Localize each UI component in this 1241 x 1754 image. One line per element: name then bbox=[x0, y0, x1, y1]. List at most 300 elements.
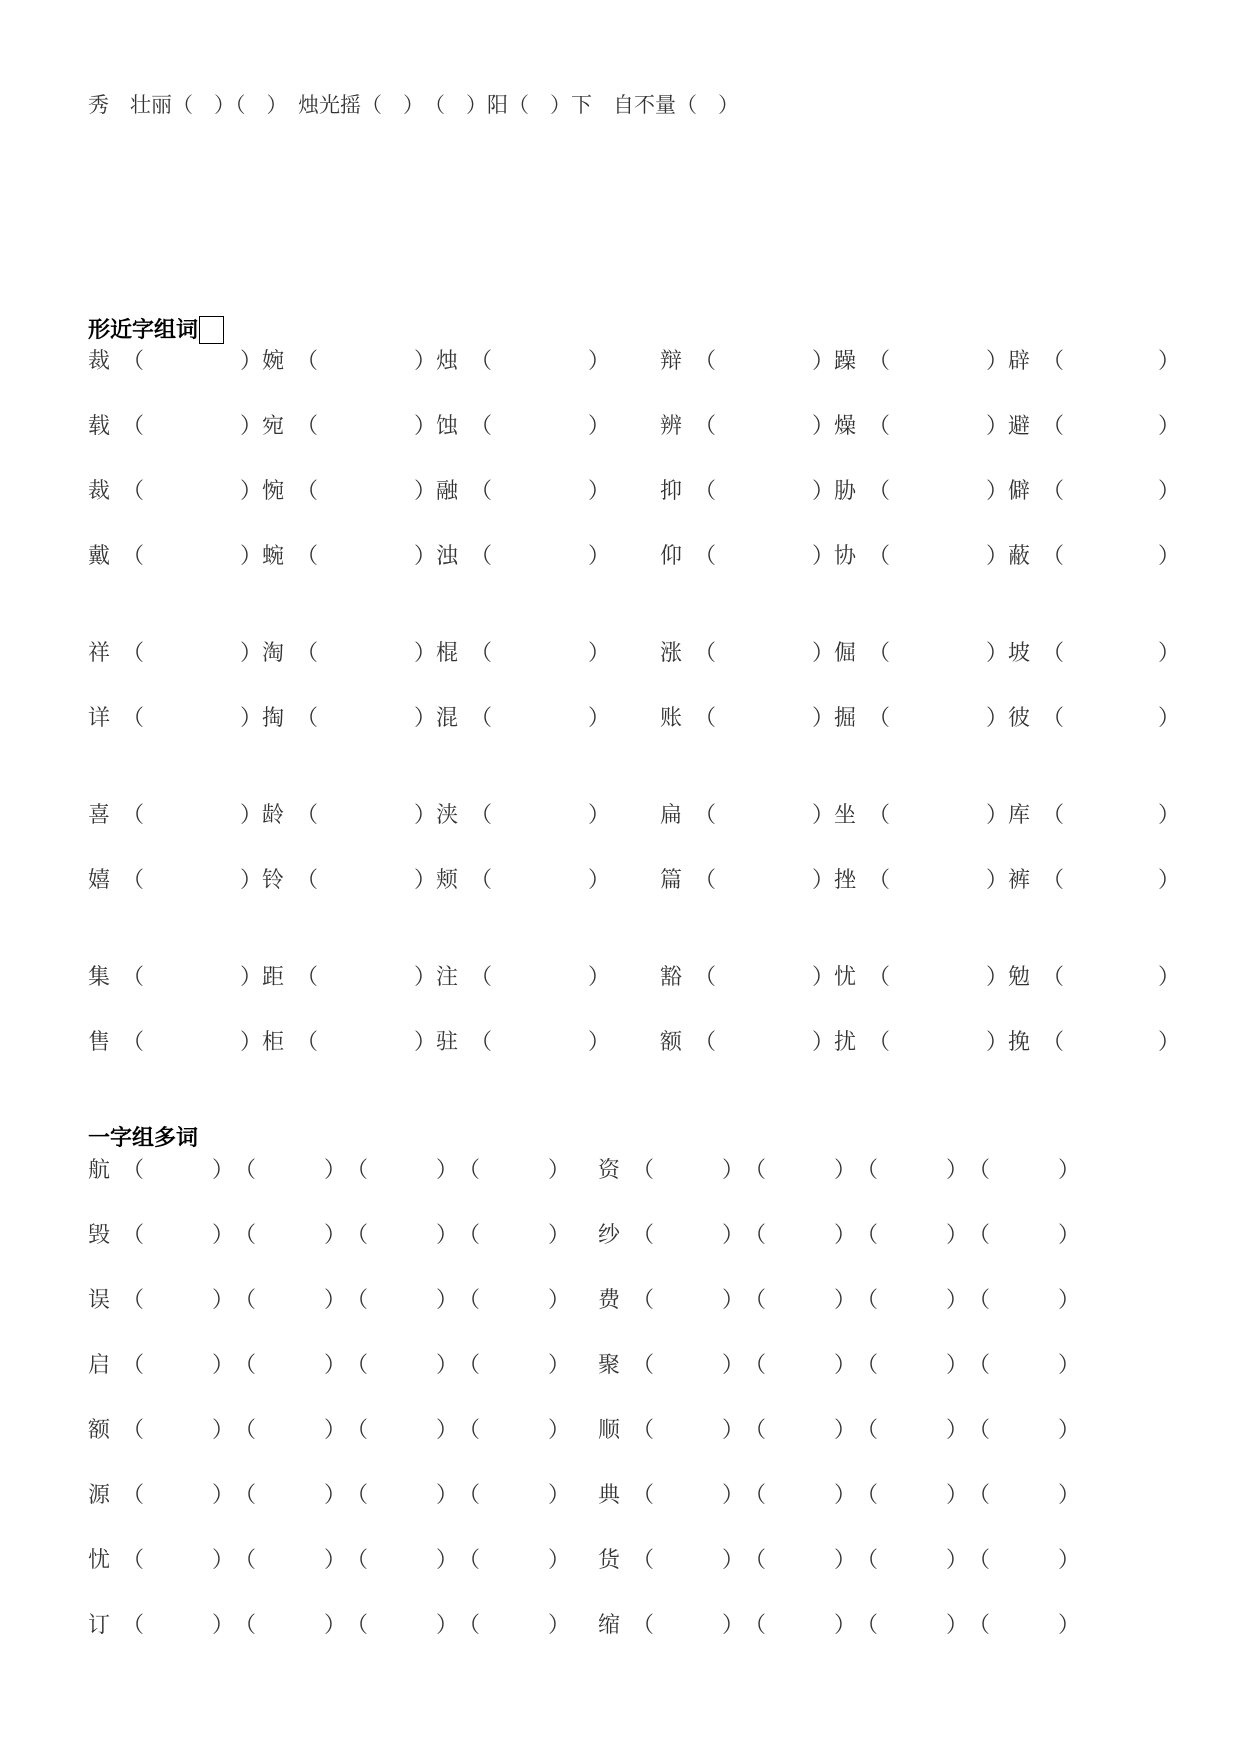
close-paren: ） bbox=[812, 1030, 835, 1055]
close-paren: ） bbox=[588, 803, 611, 828]
similar-char: 倔 bbox=[834, 641, 857, 666]
open-paren: （ bbox=[234, 1353, 257, 1378]
similar-char: 挽 bbox=[1008, 1030, 1031, 1055]
close-paren: ） bbox=[436, 1288, 459, 1313]
open-paren: （ bbox=[470, 544, 493, 569]
close-paren: ） bbox=[548, 1158, 571, 1183]
similar-char: 浃 bbox=[436, 803, 459, 828]
open-paren: （ bbox=[856, 1483, 879, 1508]
similar-char: 颊 bbox=[436, 868, 459, 893]
multi-char: 航 bbox=[88, 1158, 111, 1183]
open-paren: （ bbox=[122, 1483, 145, 1508]
close-paren: ） bbox=[834, 1158, 857, 1183]
close-paren: ） bbox=[414, 965, 437, 990]
close-paren: ） bbox=[722, 1613, 745, 1638]
open-paren: （ bbox=[296, 803, 319, 828]
close-paren: ） bbox=[946, 1548, 969, 1573]
open-paren: （ bbox=[1042, 544, 1065, 569]
similar-char: 浊 bbox=[436, 544, 459, 569]
open-paren: （ bbox=[122, 965, 145, 990]
close-paren: ） bbox=[1158, 803, 1181, 828]
open-paren: （ bbox=[744, 1158, 767, 1183]
multi-char: 顺 bbox=[598, 1418, 621, 1443]
multi-char: 纱 bbox=[598, 1223, 621, 1248]
close-paren: ） bbox=[436, 1223, 459, 1248]
similar-char: 勉 bbox=[1008, 965, 1031, 990]
close-paren: ） bbox=[548, 1223, 571, 1248]
similar-char: 棍 bbox=[436, 641, 459, 666]
open-paren: （ bbox=[868, 706, 891, 731]
open-paren: （ bbox=[856, 1548, 879, 1573]
similar-char: 惋 bbox=[262, 479, 285, 504]
close-paren: ） bbox=[588, 349, 611, 374]
similar-char: 坡 bbox=[1008, 641, 1031, 666]
similar-char: 账 bbox=[660, 706, 683, 731]
section-heading-similar-chars-text: 形近字组词 bbox=[88, 318, 199, 343]
similar-char: 载 bbox=[88, 414, 111, 439]
close-paren: ） bbox=[436, 1353, 459, 1378]
open-paren: （ bbox=[470, 1030, 493, 1055]
multi-char: 启 bbox=[88, 1353, 111, 1378]
close-paren: ） bbox=[1158, 868, 1181, 893]
open-paren: （ bbox=[856, 1158, 879, 1183]
close-paren: ） bbox=[436, 1483, 459, 1508]
similar-char: 涨 bbox=[660, 641, 683, 666]
close-paren: ） bbox=[436, 1418, 459, 1443]
close-paren: ） bbox=[722, 1353, 745, 1378]
close-paren: ） bbox=[812, 868, 835, 893]
multi-char: 缩 bbox=[598, 1613, 621, 1638]
open-paren: （ bbox=[868, 479, 891, 504]
open-paren: （ bbox=[968, 1353, 991, 1378]
close-paren: ） bbox=[414, 414, 437, 439]
close-paren: ） bbox=[722, 1483, 745, 1508]
close-paren: ） bbox=[588, 414, 611, 439]
open-paren: （ bbox=[1042, 349, 1065, 374]
close-paren: ） bbox=[1158, 641, 1181, 666]
similar-char: 掏 bbox=[262, 706, 285, 731]
open-paren: （ bbox=[234, 1613, 257, 1638]
close-paren: ） bbox=[324, 1548, 347, 1573]
open-paren: （ bbox=[632, 1223, 655, 1248]
close-paren: ） bbox=[1058, 1223, 1081, 1248]
close-paren: ） bbox=[212, 1288, 235, 1313]
open-paren: （ bbox=[346, 1223, 369, 1248]
similar-char: 辟 bbox=[1008, 349, 1031, 374]
open-paren: （ bbox=[1042, 803, 1065, 828]
similar-char: 裁 bbox=[88, 349, 111, 374]
similar-char: 僻 bbox=[1008, 479, 1031, 504]
open-paren: （ bbox=[234, 1223, 257, 1248]
open-paren: （ bbox=[234, 1288, 257, 1313]
open-paren: （ bbox=[694, 544, 717, 569]
open-paren: （ bbox=[470, 641, 493, 666]
open-paren: （ bbox=[346, 1418, 369, 1443]
close-paren: ） bbox=[1058, 1548, 1081, 1573]
close-paren: ） bbox=[240, 414, 263, 439]
open-paren: （ bbox=[296, 965, 319, 990]
open-paren: （ bbox=[856, 1613, 879, 1638]
open-paren: （ bbox=[632, 1548, 655, 1573]
multi-char: 订 bbox=[88, 1613, 111, 1638]
open-paren: （ bbox=[694, 349, 717, 374]
close-paren: ） bbox=[588, 544, 611, 569]
close-paren: ） bbox=[986, 641, 1009, 666]
similar-char: 扰 bbox=[834, 1030, 857, 1055]
close-paren: ） bbox=[986, 803, 1009, 828]
similar-char: 融 bbox=[436, 479, 459, 504]
close-paren: ） bbox=[812, 544, 835, 569]
open-paren: （ bbox=[1042, 414, 1065, 439]
close-paren: ） bbox=[1058, 1288, 1081, 1313]
open-paren: （ bbox=[296, 414, 319, 439]
close-paren: ） bbox=[212, 1418, 235, 1443]
similar-char: 嬉 bbox=[88, 868, 111, 893]
close-paren: ） bbox=[414, 641, 437, 666]
close-paren: ） bbox=[240, 868, 263, 893]
similar-char: 裤 bbox=[1008, 868, 1031, 893]
similar-char: 燥 bbox=[834, 414, 857, 439]
close-paren: ） bbox=[212, 1613, 235, 1638]
close-paren: ） bbox=[548, 1548, 571, 1573]
open-paren: （ bbox=[122, 349, 145, 374]
open-paren: （ bbox=[694, 1030, 717, 1055]
close-paren: ） bbox=[986, 349, 1009, 374]
open-paren: （ bbox=[458, 1158, 481, 1183]
similar-char: 蚀 bbox=[436, 414, 459, 439]
similar-char: 售 bbox=[88, 1030, 111, 1055]
close-paren: ） bbox=[812, 965, 835, 990]
close-paren: ） bbox=[812, 641, 835, 666]
open-paren: （ bbox=[470, 965, 493, 990]
open-paren: （ bbox=[968, 1613, 991, 1638]
open-paren: （ bbox=[470, 479, 493, 504]
section-heading-multi-words: 一字组多词 bbox=[88, 1126, 199, 1151]
close-paren: ） bbox=[548, 1353, 571, 1378]
open-paren: （ bbox=[968, 1548, 991, 1573]
open-paren: （ bbox=[632, 1483, 655, 1508]
close-paren: ） bbox=[946, 1418, 969, 1443]
close-paren: ） bbox=[414, 544, 437, 569]
close-paren: ） bbox=[588, 479, 611, 504]
close-paren: ） bbox=[834, 1418, 857, 1443]
similar-char: 注 bbox=[436, 965, 459, 990]
multi-char: 毁 bbox=[88, 1223, 111, 1248]
answer-box[interactable] bbox=[199, 316, 224, 344]
close-paren: ） bbox=[436, 1548, 459, 1573]
close-paren: ） bbox=[722, 1158, 745, 1183]
close-paren: ） bbox=[324, 1483, 347, 1508]
multi-char: 额 bbox=[88, 1418, 111, 1443]
open-paren: （ bbox=[296, 641, 319, 666]
close-paren: ） bbox=[240, 965, 263, 990]
close-paren: ） bbox=[212, 1483, 235, 1508]
multi-char: 忧 bbox=[88, 1548, 111, 1573]
close-paren: ） bbox=[986, 868, 1009, 893]
close-paren: ） bbox=[324, 1223, 347, 1248]
similar-char: 烛 bbox=[436, 349, 459, 374]
open-paren: （ bbox=[122, 706, 145, 731]
close-paren: ） bbox=[1058, 1483, 1081, 1508]
similar-char: 宛 bbox=[262, 414, 285, 439]
close-paren: ） bbox=[834, 1223, 857, 1248]
close-paren: ） bbox=[1058, 1418, 1081, 1443]
open-paren: （ bbox=[868, 544, 891, 569]
similar-char: 蜿 bbox=[262, 544, 285, 569]
close-paren: ） bbox=[1158, 349, 1181, 374]
close-paren: ） bbox=[946, 1483, 969, 1508]
similar-char: 柜 bbox=[262, 1030, 285, 1055]
close-paren: ） bbox=[588, 706, 611, 731]
open-paren: （ bbox=[296, 479, 319, 504]
similar-char: 辩 bbox=[660, 349, 683, 374]
top-idiom-line: 秀 壮丽（ ）（ ） 烛光摇（ ） （ ）阳（ ）下 自不量（ ） bbox=[88, 93, 739, 117]
similar-char: 避 bbox=[1008, 414, 1031, 439]
similar-char: 距 bbox=[262, 965, 285, 990]
open-paren: （ bbox=[470, 349, 493, 374]
similar-char: 忧 bbox=[834, 965, 857, 990]
close-paren: ） bbox=[414, 868, 437, 893]
open-paren: （ bbox=[470, 803, 493, 828]
open-paren: （ bbox=[234, 1483, 257, 1508]
close-paren: ） bbox=[212, 1548, 235, 1573]
open-paren: （ bbox=[968, 1418, 991, 1443]
open-paren: （ bbox=[346, 1613, 369, 1638]
open-paren: （ bbox=[296, 349, 319, 374]
multi-char: 资 bbox=[598, 1158, 621, 1183]
close-paren: ） bbox=[548, 1418, 571, 1443]
open-paren: （ bbox=[234, 1548, 257, 1573]
open-paren: （ bbox=[122, 1613, 145, 1638]
close-paren: ） bbox=[212, 1158, 235, 1183]
close-paren: ） bbox=[834, 1548, 857, 1573]
similar-char: 混 bbox=[436, 706, 459, 731]
close-paren: ） bbox=[946, 1223, 969, 1248]
open-paren: （ bbox=[694, 641, 717, 666]
open-paren: （ bbox=[968, 1223, 991, 1248]
open-paren: （ bbox=[1042, 641, 1065, 666]
open-paren: （ bbox=[346, 1288, 369, 1313]
close-paren: ） bbox=[722, 1548, 745, 1573]
similar-char: 仰 bbox=[660, 544, 683, 569]
close-paren: ） bbox=[1058, 1353, 1081, 1378]
open-paren: （ bbox=[856, 1353, 879, 1378]
close-paren: ） bbox=[548, 1613, 571, 1638]
close-paren: ） bbox=[324, 1418, 347, 1443]
similar-char: 库 bbox=[1008, 803, 1031, 828]
close-paren: ） bbox=[240, 803, 263, 828]
similar-char: 婉 bbox=[262, 349, 285, 374]
close-paren: ） bbox=[414, 803, 437, 828]
close-paren: ） bbox=[324, 1158, 347, 1183]
similar-char: 祥 bbox=[88, 641, 111, 666]
open-paren: （ bbox=[856, 1418, 879, 1443]
close-paren: ） bbox=[240, 1030, 263, 1055]
open-paren: （ bbox=[296, 706, 319, 731]
open-paren: （ bbox=[122, 1158, 145, 1183]
close-paren: ） bbox=[548, 1288, 571, 1313]
open-paren: （ bbox=[122, 1353, 145, 1378]
open-paren: （ bbox=[234, 1158, 257, 1183]
open-paren: （ bbox=[744, 1288, 767, 1313]
open-paren: （ bbox=[122, 544, 145, 569]
open-paren: （ bbox=[346, 1158, 369, 1183]
open-paren: （ bbox=[744, 1223, 767, 1248]
open-paren: （ bbox=[868, 965, 891, 990]
open-paren: （ bbox=[296, 544, 319, 569]
close-paren: ） bbox=[812, 803, 835, 828]
close-paren: ） bbox=[946, 1353, 969, 1378]
similar-char: 坐 bbox=[834, 803, 857, 828]
close-paren: ） bbox=[722, 1223, 745, 1248]
open-paren: （ bbox=[694, 965, 717, 990]
close-paren: ） bbox=[1158, 414, 1181, 439]
close-paren: ） bbox=[812, 349, 835, 374]
close-paren: ） bbox=[834, 1288, 857, 1313]
similar-char: 篇 bbox=[660, 868, 683, 893]
open-paren: （ bbox=[744, 1353, 767, 1378]
multi-char: 聚 bbox=[598, 1353, 621, 1378]
multi-char: 货 bbox=[598, 1548, 621, 1573]
open-paren: （ bbox=[694, 414, 717, 439]
open-paren: （ bbox=[470, 706, 493, 731]
close-paren: ） bbox=[588, 965, 611, 990]
close-paren: ） bbox=[414, 706, 437, 731]
close-paren: ） bbox=[240, 706, 263, 731]
multi-char: 误 bbox=[88, 1288, 111, 1313]
open-paren: （ bbox=[458, 1613, 481, 1638]
open-paren: （ bbox=[868, 641, 891, 666]
close-paren: ） bbox=[1158, 965, 1181, 990]
close-paren: ） bbox=[324, 1288, 347, 1313]
close-paren: ） bbox=[240, 641, 263, 666]
close-paren: ） bbox=[240, 479, 263, 504]
multi-char: 典 bbox=[598, 1483, 621, 1508]
close-paren: ） bbox=[212, 1223, 235, 1248]
open-paren: （ bbox=[122, 1418, 145, 1443]
close-paren: ） bbox=[986, 965, 1009, 990]
open-paren: （ bbox=[856, 1288, 879, 1313]
close-paren: ） bbox=[1058, 1613, 1081, 1638]
similar-char: 戴 bbox=[88, 544, 111, 569]
close-paren: ） bbox=[240, 544, 263, 569]
close-paren: ） bbox=[946, 1288, 969, 1313]
similar-char: 铃 bbox=[262, 868, 285, 893]
open-paren: （ bbox=[744, 1613, 767, 1638]
similar-char: 喜 bbox=[88, 803, 111, 828]
open-paren: （ bbox=[122, 803, 145, 828]
close-paren: ） bbox=[1158, 706, 1181, 731]
open-paren: （ bbox=[632, 1288, 655, 1313]
close-paren: ） bbox=[212, 1353, 235, 1378]
close-paren: ） bbox=[834, 1613, 857, 1638]
close-paren: ） bbox=[1158, 1030, 1181, 1055]
similar-char: 额 bbox=[660, 1030, 683, 1055]
open-paren: （ bbox=[968, 1288, 991, 1313]
open-paren: （ bbox=[1042, 868, 1065, 893]
open-paren: （ bbox=[868, 803, 891, 828]
close-paren: ） bbox=[324, 1353, 347, 1378]
close-paren: ） bbox=[436, 1158, 459, 1183]
open-paren: （ bbox=[346, 1548, 369, 1573]
similar-char: 详 bbox=[88, 706, 111, 731]
open-paren: （ bbox=[296, 868, 319, 893]
open-paren: （ bbox=[856, 1223, 879, 1248]
close-paren: ） bbox=[588, 641, 611, 666]
open-paren: （ bbox=[470, 414, 493, 439]
close-paren: ） bbox=[986, 706, 1009, 731]
open-paren: （ bbox=[458, 1353, 481, 1378]
open-paren: （ bbox=[1042, 965, 1065, 990]
close-paren: ） bbox=[1158, 479, 1181, 504]
open-paren: （ bbox=[868, 349, 891, 374]
similar-char: 辨 bbox=[660, 414, 683, 439]
open-paren: （ bbox=[694, 706, 717, 731]
open-paren: （ bbox=[632, 1418, 655, 1443]
similar-char: 淘 bbox=[262, 641, 285, 666]
close-paren: ） bbox=[436, 1613, 459, 1638]
open-paren: （ bbox=[122, 868, 145, 893]
similar-char: 集 bbox=[88, 965, 111, 990]
close-paren: ） bbox=[414, 479, 437, 504]
similar-char: 扁 bbox=[660, 803, 683, 828]
close-paren: ） bbox=[588, 1030, 611, 1055]
open-paren: （ bbox=[470, 868, 493, 893]
close-paren: ） bbox=[834, 1483, 857, 1508]
similar-char: 蔽 bbox=[1008, 544, 1031, 569]
open-paren: （ bbox=[296, 1030, 319, 1055]
open-paren: （ bbox=[632, 1353, 655, 1378]
close-paren: ） bbox=[414, 1030, 437, 1055]
open-paren: （ bbox=[868, 868, 891, 893]
open-paren: （ bbox=[122, 1548, 145, 1573]
similar-char: 豁 bbox=[660, 965, 683, 990]
close-paren: ） bbox=[588, 868, 611, 893]
open-paren: （ bbox=[122, 479, 145, 504]
open-paren: （ bbox=[458, 1223, 481, 1248]
open-paren: （ bbox=[234, 1418, 257, 1443]
open-paren: （ bbox=[694, 803, 717, 828]
similar-char: 挫 bbox=[834, 868, 857, 893]
close-paren: ） bbox=[812, 706, 835, 731]
open-paren: （ bbox=[694, 868, 717, 893]
open-paren: （ bbox=[744, 1548, 767, 1573]
close-paren: ） bbox=[1058, 1158, 1081, 1183]
section-heading-similar-chars bbox=[88, 316, 224, 346]
open-paren: （ bbox=[694, 479, 717, 504]
open-paren: （ bbox=[346, 1353, 369, 1378]
close-paren: ） bbox=[240, 349, 263, 374]
open-paren: （ bbox=[122, 1288, 145, 1313]
close-paren: ） bbox=[812, 414, 835, 439]
close-paren: ） bbox=[986, 414, 1009, 439]
open-paren: （ bbox=[458, 1418, 481, 1443]
close-paren: ） bbox=[414, 349, 437, 374]
close-paren: ） bbox=[986, 544, 1009, 569]
similar-char: 协 bbox=[834, 544, 857, 569]
similar-char: 躁 bbox=[834, 349, 857, 374]
open-paren: （ bbox=[458, 1288, 481, 1313]
similar-char: 驻 bbox=[436, 1030, 459, 1055]
open-paren: （ bbox=[744, 1418, 767, 1443]
open-paren: （ bbox=[458, 1483, 481, 1508]
open-paren: （ bbox=[868, 1030, 891, 1055]
similar-char: 抑 bbox=[660, 479, 683, 504]
close-paren: ） bbox=[946, 1158, 969, 1183]
open-paren: （ bbox=[632, 1613, 655, 1638]
open-paren: （ bbox=[1042, 479, 1065, 504]
multi-char: 费 bbox=[598, 1288, 621, 1313]
